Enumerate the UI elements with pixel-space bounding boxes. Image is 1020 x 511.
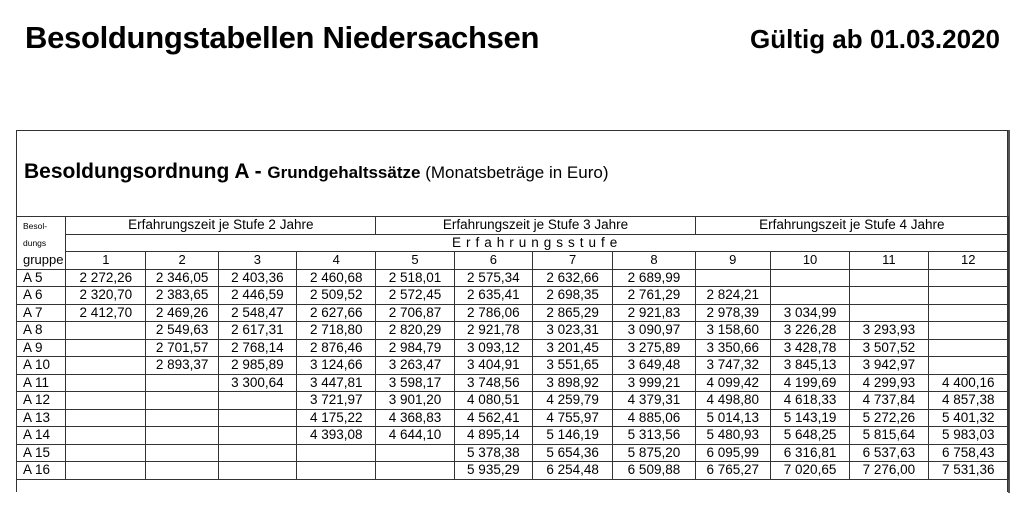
column-header-stufe-9: 9 [695,252,770,270]
salary-cell: 2 548,47 [218,304,296,322]
salary-cell: 2 617,31 [218,322,296,340]
salary-cell [146,427,218,445]
salary-cell: 2 921,83 [613,304,695,322]
table-row [17,339,1009,357]
salary-cell: 2 921,78 [454,322,532,340]
salary-cell: 3 428,78 [770,339,849,357]
salary-cell [146,444,218,462]
salary-cell: 2 768,14 [218,339,296,357]
salary-cell [695,269,770,287]
salary-cell: 5 401,32 [928,409,1008,427]
salary-cell [928,304,1008,322]
salary-cell [850,287,928,305]
stufe-header: Erfahrungsstufe [66,234,1009,252]
salary-cell: 3 942,97 [850,357,928,375]
salary-cell [146,409,218,427]
salary-cell: 6 254,48 [532,462,612,480]
table-row [17,374,1009,392]
salary-cell: 3 747,32 [695,357,770,375]
pay-grade: A 15 [17,444,66,462]
salary-cell: 4 393,08 [297,427,376,445]
salary-cell: 4 737,84 [850,392,928,410]
valid-from-date: Gültig ab 01.03.2020 [749,24,1000,54]
salary-cell: 2 865,29 [532,304,612,322]
table-row [17,392,1009,410]
salary-cell: 2 460,68 [297,269,376,287]
salary-cell [66,322,146,340]
table-title-order: Besoldungsordnung A - [24,160,268,183]
salary-cell [297,444,376,462]
salary-cell: 3 158,60 [695,322,770,340]
salary-cell [218,444,296,462]
table-row [17,409,1009,427]
salary-cell: 2 632,66 [532,269,612,287]
salary-cell: 4 498,80 [695,392,770,410]
salary-cell: 5 935,29 [454,462,532,480]
column-header-stufe-12: 12 [928,252,1008,270]
salary-cell: 2 761,29 [613,287,695,305]
salary-cell [928,339,1008,357]
pay-grade: A 9 [17,339,66,357]
column-header-stufe-4: 4 [297,252,376,270]
pay-grade: A 10 [17,357,66,375]
salary-cell [218,462,296,480]
salary-cell: 4 379,31 [613,392,695,410]
pay-grade: A 8 [17,322,66,340]
salary-cell: 3 300,64 [218,374,296,392]
salary-cell: 2 706,87 [376,304,454,322]
salary-cell [66,427,146,445]
column-header-stufe-8: 8 [613,252,695,270]
pay-grade: A 12 [17,392,66,410]
salary-cell: 2 698,35 [532,287,612,305]
salary-cell: 2 876,46 [297,339,376,357]
column-header-stufe-6: 6 [454,252,532,270]
table-row [17,462,1009,480]
salary-cell: 4 400,16 [928,374,1008,392]
salary-cell: 5 146,19 [532,427,612,445]
salary-cell: 2 469,26 [146,304,218,322]
column-header-stufe-7: 7 [532,252,612,270]
salary-cell [928,322,1008,340]
salary-cell: 5 648,25 [770,427,849,445]
salary-cell: 3 350,66 [695,339,770,357]
salary-cell: 3 649,48 [613,357,695,375]
salary-cell: 2 701,57 [146,339,218,357]
salary-cell: 2 718,80 [297,322,376,340]
salary-cell: 3 447,81 [297,374,376,392]
salary-cell: 4 857,38 [928,392,1008,410]
group-header-3-years: Erfahrungszeit je Stufe 3 Jahre [376,217,695,235]
salary-cell: 4 259,79 [532,392,612,410]
salary-cell: 6 537,63 [850,444,928,462]
salary-table [16,216,1009,480]
salary-cell: 6 095,99 [695,444,770,462]
salary-cell: 2 635,41 [454,287,532,305]
salary-cell: 7 020,65 [770,462,849,480]
salary-cell [66,357,146,375]
salary-cell: 2 412,70 [66,304,146,322]
salary-cell: 6 316,81 [770,444,849,462]
salary-cell: 3 404,91 [454,357,532,375]
salary-cell [66,462,146,480]
salary-cell: 2 403,36 [218,269,296,287]
salary-cell: 2 786,06 [454,304,532,322]
salary-cell: 3 275,89 [613,339,695,357]
salary-cell: 5 654,36 [532,444,612,462]
salary-cell: 3 226,28 [770,322,849,340]
column-header-stufe-2: 2 [146,252,218,270]
table-row [17,357,1009,375]
salary-cell: 2 272,26 [66,269,146,287]
salary-cell: 3 551,65 [532,357,612,375]
salary-cell [928,269,1008,287]
salary-cell [928,287,1008,305]
salary-cell: 4 368,83 [376,409,454,427]
salary-cell: 2 978,39 [695,304,770,322]
column-header-stufe-10: 10 [770,252,849,270]
salary-cell: 2 689,99 [613,269,695,287]
pay-grade: A 7 [17,304,66,322]
salary-cell [146,392,218,410]
salary-cell: 4 755,97 [532,409,612,427]
salary-cell: 3 263,47 [376,357,454,375]
salary-cell: 3 293,93 [850,322,928,340]
salary-cell: 4 885,06 [613,409,695,427]
salary-cell: 3 901,20 [376,392,454,410]
salary-cell: 2 824,21 [695,287,770,305]
salary-cell: 3 898,92 [532,374,612,392]
table-row [17,287,1009,305]
table-row [17,322,1009,340]
salary-cell [146,374,218,392]
salary-cell: 7 531,36 [928,462,1008,480]
salary-cell [218,392,296,410]
salary-cell: 4 562,41 [454,409,532,427]
salary-cell: 3 598,17 [376,374,454,392]
salary-cell: 5 815,64 [850,427,928,445]
salary-cell: 2 383,65 [146,287,218,305]
page-title: Besoldungstabellen Niedersachsen [25,20,540,55]
salary-cell [770,269,849,287]
salary-cell: 6 509,88 [613,462,695,480]
salary-cell [376,462,454,480]
salary-cell: 2 509,52 [297,287,376,305]
salary-cell [928,357,1008,375]
table-title-type: Grundgehaltssätze [267,163,421,182]
salary-cell: 4 895,14 [454,427,532,445]
pay-grade: A 14 [17,427,66,445]
salary-cell [850,269,928,287]
salary-cell: 6 758,43 [928,444,1008,462]
stufe-header-row [17,234,1009,252]
pay-grade: A 5 [17,269,66,287]
salary-cell: 3 023,31 [532,322,612,340]
group-header-row [17,217,1009,235]
table-row [17,304,1009,322]
salary-cell: 4 199,69 [770,374,849,392]
salary-cell: 2 893,37 [146,357,218,375]
salary-cell [376,444,454,462]
salary-cell [850,304,928,322]
salary-cell: 6 765,27 [695,462,770,480]
salary-cell: 4 175,22 [297,409,376,427]
pay-grade: A 6 [17,287,66,305]
table-row [17,427,1009,445]
salary-cell: 2 446,59 [218,287,296,305]
table-title-unit: (Monatsbeträge in Euro) [420,163,609,182]
salary-cell: 3 201,45 [532,339,612,357]
salary-cell: 3 999,21 [613,374,695,392]
salary-cell [770,287,849,305]
salary-cell: 2 984,79 [376,339,454,357]
salary-cell: 5 313,56 [613,427,695,445]
pay-grade: A 13 [17,409,66,427]
column-header-stufe-1: 1 [66,252,146,270]
salary-cell [66,409,146,427]
salary-cell: 2 320,70 [66,287,146,305]
salary-cell: 4 299,93 [850,374,928,392]
salary-cell [66,392,146,410]
salary-cell: 3 093,12 [454,339,532,357]
salary-cell: 5 480,93 [695,427,770,445]
salary-cell: 4 644,10 [376,427,454,445]
salary-cell: 2 549,63 [146,322,218,340]
column-header-stufe-5: 5 [376,252,454,270]
salary-cell: 3 845,13 [770,357,849,375]
side-label-3: gruppe [17,252,66,270]
group-header-4-years: Erfahrungszeit je Stufe 4 Jahre [695,217,1008,235]
salary-cell: 3 124,66 [297,357,376,375]
salary-cell [66,339,146,357]
column-header-row [17,252,1009,270]
salary-cell [218,427,296,445]
salary-cell: 4 099,42 [695,374,770,392]
salary-cell: 5 983,03 [928,427,1008,445]
salary-cell: 4 618,33 [770,392,849,410]
salary-cell: 3 090,97 [613,322,695,340]
salary-cell: 2 575,34 [454,269,532,287]
salary-cell: 2 985,89 [218,357,296,375]
salary-cell: 5 378,38 [454,444,532,462]
salary-cell: 3 034,99 [770,304,849,322]
side-label-1: Besol- [17,217,66,235]
salary-cell: 3 748,56 [454,374,532,392]
salary-cell [66,374,146,392]
salary-cell: 2 572,45 [376,287,454,305]
salary-cell: 2 820,29 [376,322,454,340]
salary-cell: 3 507,52 [850,339,928,357]
salary-cell [146,462,218,480]
pay-grade: A 16 [17,462,66,480]
salary-cell [297,462,376,480]
column-header-stufe-11: 11 [850,252,928,270]
salary-cell [218,409,296,427]
table-row [17,269,1009,287]
salary-cell: 2 518,01 [376,269,454,287]
salary-cell: 5 272,26 [850,409,928,427]
table-row [17,444,1009,462]
salary-cell [66,444,146,462]
salary-cell: 3 721,97 [297,392,376,410]
salary-cell: 2 346,05 [146,269,218,287]
side-label-2: dungs [17,234,66,252]
salary-cell: 7 276,00 [850,462,928,480]
salary-cell: 5 143,19 [770,409,849,427]
column-header-stufe-3: 3 [218,252,296,270]
group-header-2-years: Erfahrungszeit je Stufe 2 Jahre [66,217,376,235]
salary-cell: 5 014,13 [695,409,770,427]
salary-cell: 4 080,51 [454,392,532,410]
pay-grade: A 11 [17,374,66,392]
table-title [24,160,609,184]
salary-cell: 5 875,20 [613,444,695,462]
salary-cell: 2 627,66 [297,304,376,322]
